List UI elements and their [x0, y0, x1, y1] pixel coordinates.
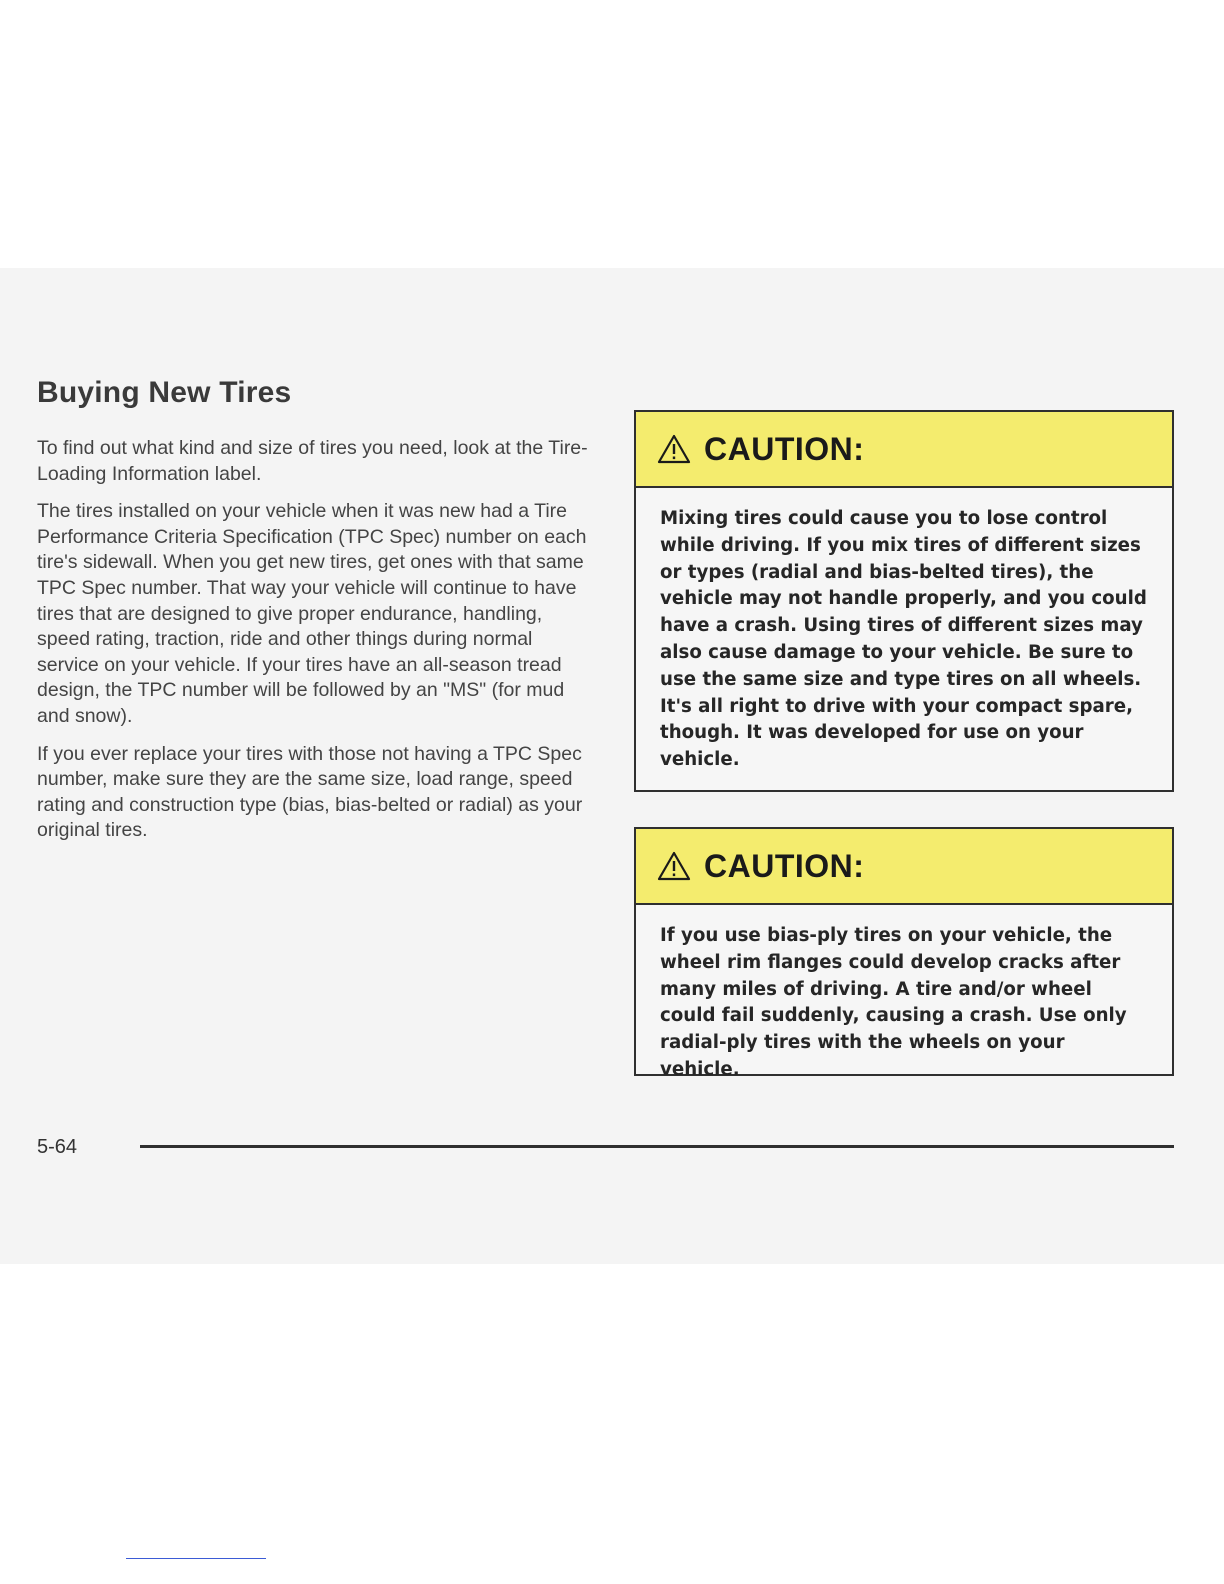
- body-text-column: [37, 436, 597, 856]
- caution-text: Mixing tires could cause you to lose control while driving. If you mix tires of different sizes or types (radial and bias-belted tires), the vehicle may not handle properly, and you could have a crash. Using tires of different sizes may also cause damage to your vehicle. Be sure to use the same size and type tires on all wheels. It's all right to drive with your compact spare, though. It was developed for use on your vehicle.: [660, 508, 1147, 771]
- caution-box-mixing-tires: [634, 410, 1174, 792]
- warning-triangle-icon: [656, 850, 692, 882]
- page-number: 5-64: [37, 1136, 78, 1158]
- footer-link-underline: [126, 1558, 266, 1559]
- warning-triangle-icon: [656, 433, 692, 465]
- body-paragraph: The tires installed on your vehicle when it was new had a Tire Performance Criteria Specification (TPC Spec) number on each tire's sidewall. When you get new tires, get ones with that same TPC Spec number. That way your vehicle will continue to have tires that are designed to give proper endurance, handling, speed rating, traction, ride and other things during normal service on your vehicle. If your tires have an all-season tread design, the TPC number will be followed by an "MS" (for mud and snow).: [37, 500, 587, 727]
- caution-title: CAUTION:: [704, 847, 865, 884]
- caution-title: CAUTION:: [704, 430, 865, 467]
- footer-divider: [140, 1145, 1174, 1148]
- caution-header: [636, 829, 1172, 905]
- caution-text: If you use bias-ply tires on your vehicle, the wheel rim flanges could develop cracks after many miles of driving. A tire and/or wheel could fail suddenly, causing a crash. Use only radial-ply tires with the wheels on your vehicle.: [660, 925, 1127, 1080]
- section-heading: Buying New Tires: [37, 376, 292, 409]
- caution-header: [636, 412, 1172, 488]
- body-paragraph: If you ever replace your tires with those not having a TPC Spec number, make sure they are the same size, load range, speed rating and construction type (bias, bias-belted or radial) as your original tires.: [37, 742, 583, 842]
- body-paragraph: To find out what kind and size of tires you need, look at the Tire-Loading Information label.: [37, 437, 588, 485]
- caution-box-bias-ply: [634, 827, 1174, 1080]
